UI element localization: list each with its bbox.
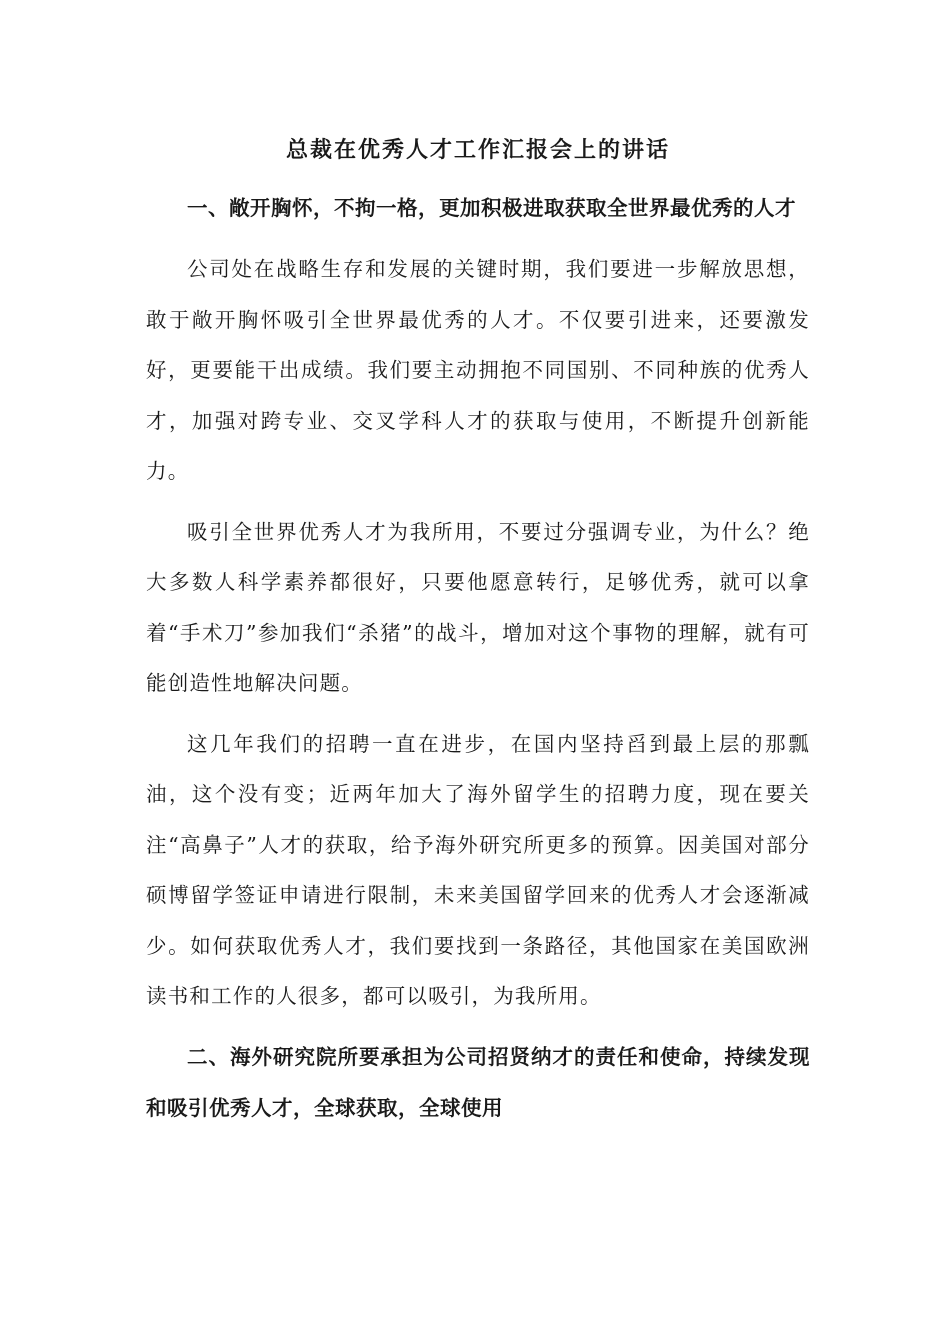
section-1-heading: 一、敞开胸怀，不拘一格，更加积极进取获取全世界最优秀的人才 — [187, 196, 796, 220]
section-2-heading: 二、海外研究院所要承担为公司招贤纳才的责任和使命，持续发现和吸引优秀人才，全球获取，全球使用 — [146, 1044, 810, 1120]
section-1-paragraph-2: 吸引全世界优秀人才为我所用，不要过分强调专业，为什么？绝大多数人科学素养都很好，只要他愿意转行，足够优秀，就可以拿着“手术刀”参加我们“杀猪”的战斗，增加对这个事物的理解，就有可能创造性地解决问题。 — [146, 519, 810, 695]
document-page — [146, 130, 810, 1134]
section-1-paragraph-3: 这几年我们的招聘一直在进步，在国内坚持舀到最上层的那瓢油，这个没有变；近两年加大了海外留学生的招聘力度，现在要关注“高鼻子”人才的获取，给予海外研究所更多的预算。因美国对部分硕博留学签证申请进行限制，未来美国留学回来的优秀人才会逐渐减少。如何获取优秀人才，我们要找到一条路径，其他国家在美国欧洲读书和工作的人很多，都可以吸引，为我所用。 — [146, 731, 810, 1008]
section-1-paragraph-1: 公司处在战略生存和发展的关键时期，我们要进一步解放思想，敢于敞开胸怀吸引全世界最优秀的人才。不仅要引进来，还要激发好，更要能干出成绩。我们要主动拥抱不同国别、不同种族的优秀人才，加强对跨专业、交叉学科人才的获取与使用，不断提升创新能力。 — [146, 257, 810, 483]
document-title: 总裁在优秀人才工作汇报会上的讲话 — [285, 137, 670, 163]
